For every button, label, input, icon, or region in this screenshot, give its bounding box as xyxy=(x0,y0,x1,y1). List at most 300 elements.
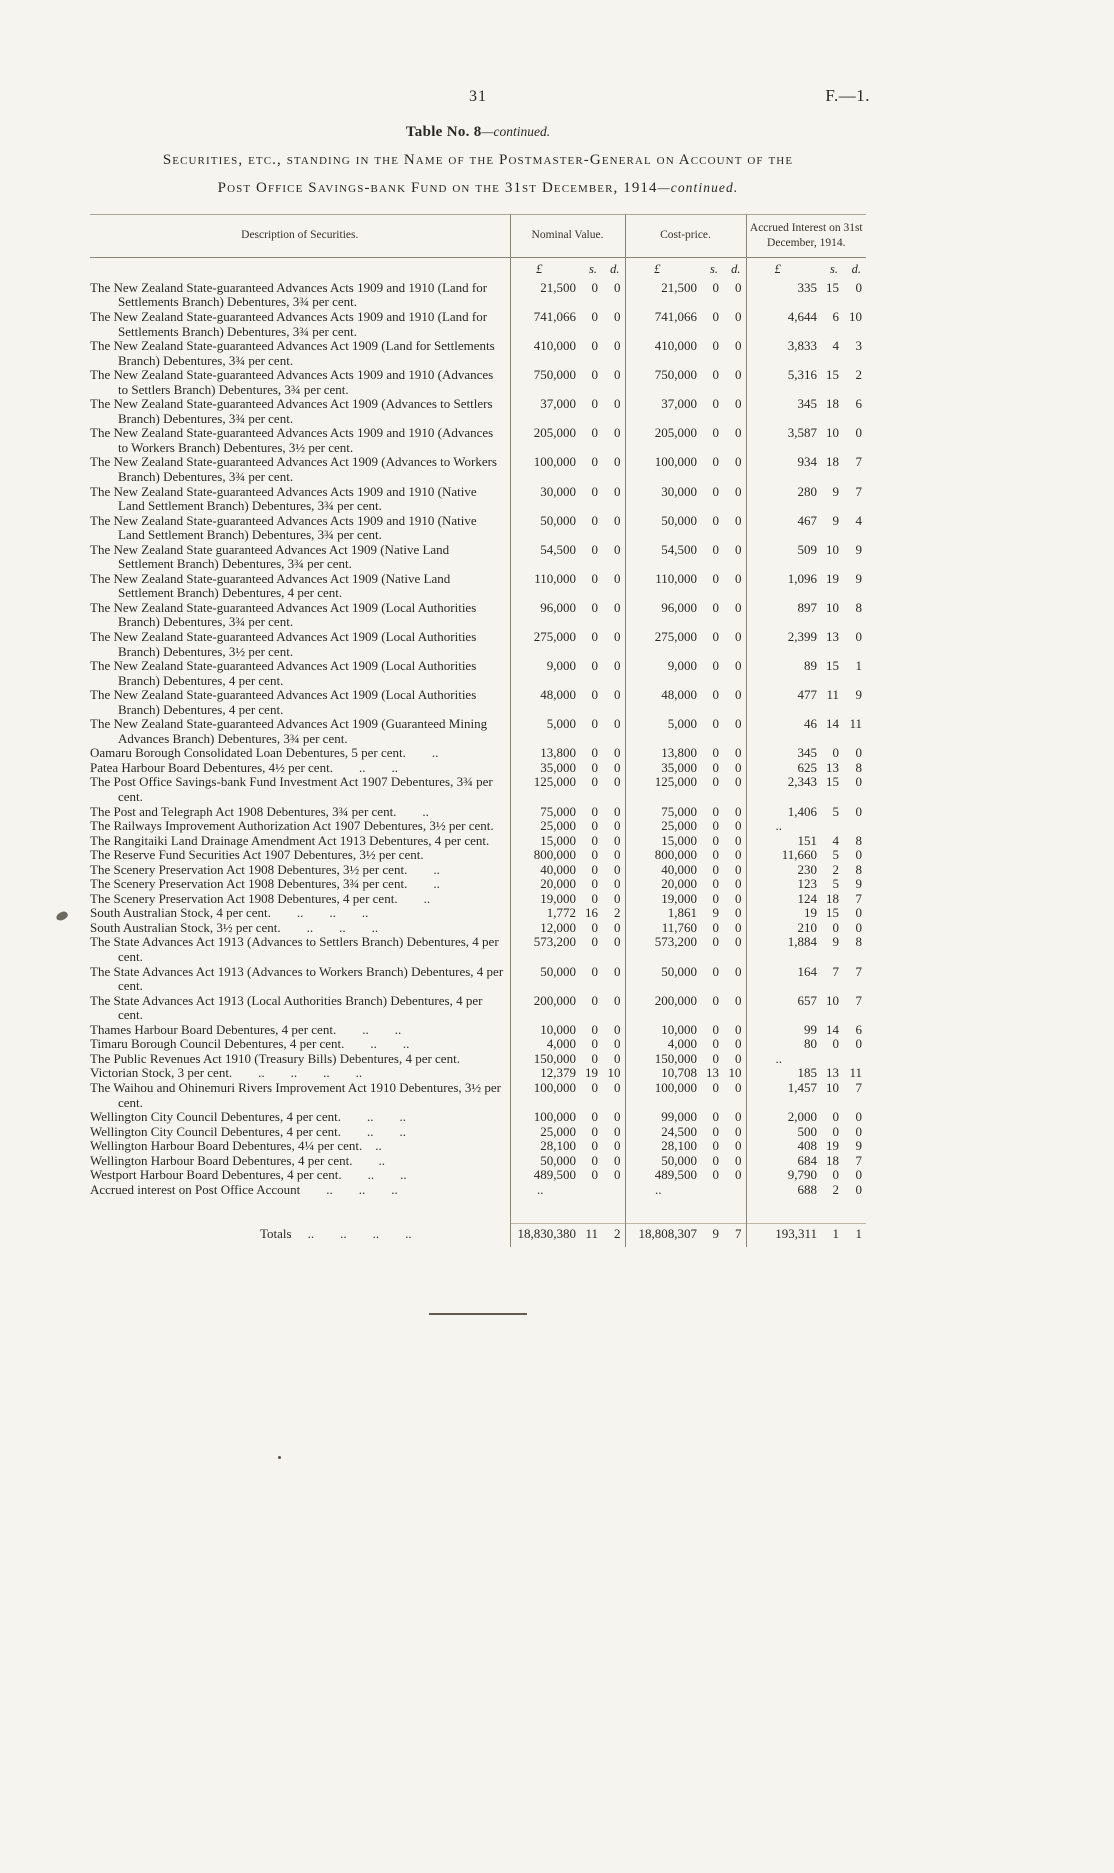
interest-pounds: 280 xyxy=(746,485,821,514)
interest-pounds: 3,587 xyxy=(746,426,821,455)
cost-shillings: 0 xyxy=(712,396,720,412)
table-title xyxy=(90,124,866,141)
interest-shillings: 14 xyxy=(826,1021,840,1037)
interest-shillings: 6 xyxy=(832,308,840,324)
interest-shillings: 18 xyxy=(826,890,840,906)
table-row xyxy=(90,1139,866,1154)
interest-shillings: 2 xyxy=(832,1181,840,1197)
cost-pence: 0 xyxy=(735,992,742,1008)
nominal-shillings: 0 xyxy=(591,1123,598,1139)
spacer-cell xyxy=(510,1197,625,1224)
interest-pence-label: d. xyxy=(851,261,862,276)
nominal-pence: 0 xyxy=(614,876,621,892)
interest-pence: 0 xyxy=(855,847,863,863)
cost-shillings: 0 xyxy=(712,658,720,674)
cost-shillings: 0 xyxy=(712,483,720,499)
cost-pounds: 750,000 xyxy=(625,368,701,397)
cost-pounds: 30,000 xyxy=(625,485,701,514)
nominal-shillings: 0 xyxy=(591,919,598,935)
cost-pence: 0 xyxy=(735,1123,742,1139)
table-row xyxy=(90,455,866,484)
cost-pence: 0 xyxy=(735,425,742,441)
table-row xyxy=(90,659,866,688)
security-description: Accrued interest on Post Office Account .. .. .. xyxy=(90,1181,398,1197)
cost-shillings: 0 xyxy=(712,512,720,528)
cost-shillings: 0 xyxy=(712,861,720,877)
nominal-shillings-label: s. xyxy=(589,261,597,276)
interest-shillings: 2 xyxy=(832,861,840,877)
nominal-pounds: 100,000 xyxy=(510,455,580,484)
cost-shillings: 0 xyxy=(712,774,720,790)
cost-shillings: 0 xyxy=(712,367,720,383)
cost-pounds: 275,000 xyxy=(625,630,701,659)
totals-cost-pence: 7 xyxy=(723,1224,746,1247)
nominal-pounds: 200,000 xyxy=(510,994,580,1023)
cost-pounds: 99,000 xyxy=(625,1110,701,1125)
interest-pounds: 1,457 xyxy=(746,1081,821,1110)
nominal-shillings: 0 xyxy=(591,512,598,528)
interest-pounds: 2,399 xyxy=(746,630,821,659)
interest-pence: 9 xyxy=(855,570,863,586)
cost-pounds: 54,500 xyxy=(625,543,701,572)
cost-pence: 0 xyxy=(735,861,742,877)
cost-pence: 0 xyxy=(735,367,742,383)
nominal-pounds: 100,000 xyxy=(510,1110,580,1125)
cost-shillings: 0 xyxy=(712,759,720,775)
nominal-shillings: 0 xyxy=(591,803,598,819)
cost-shillings: 0 xyxy=(712,1021,720,1037)
doc-heading-line2 xyxy=(90,179,866,199)
nominal-pence: 0 xyxy=(614,832,621,848)
interest-pounds: 3,833 xyxy=(746,339,821,368)
table-row xyxy=(90,834,866,849)
interest-shillings xyxy=(821,1052,843,1067)
interest-shillings: 14 xyxy=(826,716,840,732)
cost-shillings: 0 xyxy=(712,716,720,732)
totals-row xyxy=(90,1224,866,1247)
interest-pounds: 345 xyxy=(746,746,821,761)
security-description: The New Zealand State-guaranteed Advances Acts 1909 and 1910 (Native Land Settlement Branch) Debentures, 3¾ per cent. xyxy=(90,512,477,543)
table-row xyxy=(90,514,866,543)
cost-shillings: 0 xyxy=(712,803,720,819)
col-header-description: Description of Securities. xyxy=(90,215,510,258)
table-row xyxy=(90,863,866,878)
security-description: The Scenery Preservation Act 1908 Debentures, 4 per cent. .. xyxy=(90,890,431,906)
nominal-shillings: 0 xyxy=(591,570,598,586)
interest-shillings: 18 xyxy=(826,454,840,470)
cost-pence: 0 xyxy=(735,1079,742,1095)
nominal-pence: 0 xyxy=(614,687,621,703)
interest-shillings: 0 xyxy=(832,919,840,935)
nominal-pence: 0 xyxy=(614,1167,621,1183)
interest-shillings: 15 xyxy=(826,774,840,790)
interest-pence: 7 xyxy=(855,1152,863,1168)
nominal-pounds: 12,000 xyxy=(510,921,580,936)
cost-pounds: 25,000 xyxy=(625,819,701,834)
cost-shillings: 0 xyxy=(712,1167,720,1183)
nominal-shillings: 0 xyxy=(591,1152,598,1168)
cost-pence: 0 xyxy=(735,963,742,979)
table-row xyxy=(90,1125,866,1140)
nominal-pounds: 110,000 xyxy=(510,572,580,601)
interest-pounds: 185 xyxy=(746,1066,821,1081)
nominal-shillings: 0 xyxy=(591,832,598,848)
nominal-pounds: 125,000 xyxy=(510,775,580,804)
interest-shillings: 15 xyxy=(826,905,840,921)
cost-pence: 0 xyxy=(735,876,742,892)
cost-shillings: 0 xyxy=(712,992,720,1008)
security-description: The New Zealand State-guaranteed Advances Acts 1909 and 1910 (Advances to Workers Branch) Debentures, 3½ per cent. xyxy=(90,425,494,455)
interest-pounds: 335 xyxy=(746,278,821,310)
table-row xyxy=(90,1183,866,1198)
interest-pounds: 46 xyxy=(746,717,821,746)
interest-pounds: 657 xyxy=(746,994,821,1023)
cost-pence: 0 xyxy=(735,1152,742,1168)
interest-shillings: 13 xyxy=(826,1065,840,1081)
table-row xyxy=(90,1037,866,1052)
nominal-pence: 0 xyxy=(614,1050,621,1066)
interest-pence: 11 xyxy=(849,1065,863,1081)
currency-header-spacer xyxy=(90,257,510,278)
nominal-pounds-symbol: £ xyxy=(510,257,580,278)
security-description: The Post Office Savings-bank Fund Investment Act 1907 Debentures, 3¾ per cent. xyxy=(90,774,493,805)
table-row xyxy=(90,746,866,761)
table-row xyxy=(90,1052,866,1067)
cost-shillings: 9 xyxy=(712,905,720,921)
table-title-continued: —continued. xyxy=(481,124,551,139)
nominal-pounds: 35,000 xyxy=(510,761,580,776)
ink-mark xyxy=(55,910,69,921)
nominal-shillings: 0 xyxy=(591,1050,598,1066)
cost-pounds: 13,800 xyxy=(625,746,701,761)
security-description: The Waihou and Ohinemuri Rivers Improvement Act 1910 Debentures, 3½ per cent. xyxy=(90,1079,502,1110)
nominal-shillings: 0 xyxy=(591,338,598,354)
cost-pounds: 10,000 xyxy=(625,1023,701,1038)
security-description: The New Zealand State-guaranteed Advances Act 1909 (Guaranteed Mining Advances Branch) Debentures, 3¾ per cent. xyxy=(90,716,488,746)
interest-pounds: 11,660 xyxy=(746,848,821,863)
interest-pounds: 123 xyxy=(746,877,821,892)
security-description: The Post and Telegraph Act 1908 Debentures, 3¾ per cent. .. xyxy=(90,803,429,819)
cost-pence: 0 xyxy=(735,890,742,906)
totals-interest-pence: 1 xyxy=(843,1224,866,1247)
interest-pounds: 89 xyxy=(746,659,821,688)
cost-pounds: 205,000 xyxy=(625,426,701,455)
interest-shillings: 5 xyxy=(832,847,840,863)
security-description: The State Advances Act 1913 (Local Authorities Branch) Debentures, 4 per cent. xyxy=(90,992,483,1023)
nominal-shillings: 0 xyxy=(591,483,598,499)
cost-pounds: 9,000 xyxy=(625,659,701,688)
interest-pence: 7 xyxy=(855,483,863,499)
cost-pence: 0 xyxy=(735,745,742,761)
interest-pence: 4 xyxy=(855,512,863,528)
interest-pence: 0 xyxy=(855,905,863,921)
interest-shillings: 18 xyxy=(826,1152,840,1168)
cost-pence: 0 xyxy=(735,1036,742,1052)
interest-pence: 8 xyxy=(855,861,863,877)
interest-pence: 0 xyxy=(855,803,863,819)
nominal-pounds: 25,000 xyxy=(510,819,580,834)
cost-pounds: 24,500 xyxy=(625,1125,701,1140)
cost-pence: 0 xyxy=(735,847,742,863)
nominal-shillings: 0 xyxy=(591,687,598,703)
interest-pounds: 688 xyxy=(746,1183,821,1198)
security-description: Oamaru Borough Consolidated Loan Debentures, 5 per cent. .. xyxy=(90,745,439,761)
nominal-pounds: 75,000 xyxy=(510,805,580,820)
nominal-pounds: 37,000 xyxy=(510,397,580,426)
nominal-pounds: 21,500 xyxy=(510,278,580,310)
interest-pence: 1 xyxy=(855,658,863,674)
spacer-cell xyxy=(90,1197,510,1224)
interest-pounds: 408 xyxy=(746,1139,821,1154)
security-description: The Public Revenues Act 1910 (Treasury Bills) Debentures, 4 per cent. xyxy=(90,1050,460,1066)
cost-shillings: 0 xyxy=(712,541,720,557)
security-description: Wellington City Council Debentures, 4 per cent. .. .. xyxy=(90,1123,406,1139)
nominal-pounds: 13,800 xyxy=(510,746,580,761)
end-of-table-rule xyxy=(429,1313,527,1315)
nominal-pence-label: d. xyxy=(610,261,620,276)
interest-shillings: 19 xyxy=(826,570,840,586)
cost-shillings: 13 xyxy=(706,1065,720,1081)
nominal-pence: 0 xyxy=(614,541,621,557)
interest-pence xyxy=(843,819,866,834)
cost-shillings: 0 xyxy=(712,1109,720,1125)
nominal-pounds: 275,000 xyxy=(510,630,580,659)
nominal-pence: 0 xyxy=(614,396,621,412)
cost-shillings: 0 xyxy=(712,919,720,935)
nominal-shillings xyxy=(580,1183,602,1198)
cost-pounds: 40,000 xyxy=(625,863,701,878)
nominal-pounds: 48,000 xyxy=(510,688,580,717)
nominal-pounds: 54,500 xyxy=(510,543,580,572)
cost-pence xyxy=(723,1183,746,1198)
nominal-shillings: 0 xyxy=(591,1036,598,1052)
security-description: Westport Harbour Board Debentures, 4 per cent. .. .. xyxy=(90,1167,407,1183)
table-row xyxy=(90,1154,866,1169)
cost-pence: 0 xyxy=(735,818,742,834)
cost-shillings: 0 xyxy=(712,1036,720,1052)
table-row xyxy=(90,775,866,804)
nominal-pounds: 30,000 xyxy=(510,485,580,514)
interest-pence: 11 xyxy=(849,716,863,732)
interest-shillings: 13 xyxy=(826,759,840,775)
table-row xyxy=(90,1023,866,1038)
security-description: The New Zealand State-guaranteed Advances Act 1909 (Local Authorities Branch) Debentures, 4 per cent. xyxy=(90,687,477,717)
interest-shillings: 10 xyxy=(826,425,840,441)
nominal-pounds: 25,000 xyxy=(510,1125,580,1140)
interest-pounds: 19 xyxy=(746,906,821,921)
security-description: Patea Harbour Board Debentures, 4½ per cent. .. .. xyxy=(90,759,398,775)
cost-pence: 0 xyxy=(735,454,742,470)
cost-shillings: 0 xyxy=(712,890,720,906)
security-description: Wellington Harbour Board Debentures, 4 per cent. .. xyxy=(90,1152,385,1168)
totals-label-cell xyxy=(90,1224,510,1247)
cost-pence: 0 xyxy=(735,338,742,354)
interest-pounds: 345 xyxy=(746,397,821,426)
security-description: The State Advances Act 1913 (Advances to Settlers Branch) Debentures, 4 per cent. xyxy=(90,934,499,965)
interest-pence: 10 xyxy=(849,308,863,324)
interest-pounds: 164 xyxy=(746,965,821,994)
interest-shillings: 15 xyxy=(826,279,840,295)
interest-pence: 0 xyxy=(855,1123,863,1139)
totals-cost-pounds: 18,808,307 xyxy=(625,1224,701,1247)
cost-pounds: 50,000 xyxy=(625,514,701,543)
interest-shillings: 5 xyxy=(832,876,840,892)
cost-shillings xyxy=(701,1183,723,1198)
nominal-pence xyxy=(602,1183,625,1198)
cost-pence: 0 xyxy=(735,716,742,732)
cost-pounds: 96,000 xyxy=(625,601,701,630)
table-row xyxy=(90,426,866,455)
security-description: The Scenery Preservation Act 1908 Debentures, 3½ per cent. .. xyxy=(90,861,440,877)
nominal-pence: 0 xyxy=(614,1152,621,1168)
security-description: The New Zealand State-guaranteed Advances Act 1909 (Native Land Settlement Branch) Debentures, 4 per cent. xyxy=(90,570,451,601)
nominal-pounds: 150,000 xyxy=(510,1052,580,1067)
security-description: The Scenery Preservation Act 1908 Debentures, 3¾ per cent. .. xyxy=(90,876,440,892)
interest-pence: 9 xyxy=(855,1138,863,1154)
nominal-pence: 0 xyxy=(614,1021,621,1037)
table-row xyxy=(90,310,866,339)
nominal-pounds: 10,000 xyxy=(510,1023,580,1038)
totals-interest-shillings: 1 xyxy=(821,1224,843,1247)
nominal-pounds: 750,000 xyxy=(510,368,580,397)
cost-shillings: 0 xyxy=(712,1050,720,1066)
cost-pence: 0 xyxy=(735,934,742,950)
nominal-shillings: 0 xyxy=(591,890,598,906)
nominal-shillings: 0 xyxy=(591,1079,598,1095)
security-description: South Australian Stock, 3½ per cent. .. .. .. xyxy=(90,919,379,935)
nominal-pence: 0 xyxy=(614,629,621,644)
cost-pounds: 19,000 xyxy=(625,892,701,907)
interest-pence: 0 xyxy=(855,1036,863,1052)
interest-pence: 8 xyxy=(855,599,863,615)
table-row xyxy=(90,819,866,834)
nominal-shillings: 16 xyxy=(585,905,598,921)
table-row xyxy=(90,1081,866,1110)
interest-pounds: 625 xyxy=(746,761,821,776)
security-description: Wellington City Council Debentures, 4 per cent. .. .. xyxy=(90,1109,406,1125)
cost-pence: 0 xyxy=(735,541,742,557)
table-row xyxy=(90,877,866,892)
interest-pounds: 684 xyxy=(746,1154,821,1169)
security-description: The New Zealand State-guaranteed Advances Acts 1909 and 1910 (Advances to Settlers Branch) Debentures, 3¾ per cent. xyxy=(90,367,494,397)
doc-ref: F.—1. xyxy=(825,86,870,105)
security-description: The State Advances Act 1913 (Advances to Workers Branch) Debentures, 4 per cent. xyxy=(90,963,504,994)
nominal-pounds: 96,000 xyxy=(510,601,580,630)
totals-label: Totals xyxy=(260,1225,292,1241)
cost-pounds: 10,708 xyxy=(625,1066,701,1081)
interest-shillings: 10 xyxy=(826,599,840,615)
interest-pounds: 230 xyxy=(746,863,821,878)
securities-table xyxy=(90,214,866,1247)
interest-shillings: 9 xyxy=(832,934,840,950)
nominal-shillings: 0 xyxy=(591,279,598,295)
nominal-shillings: 0 xyxy=(591,1021,598,1037)
interest-pounds: 897 xyxy=(746,601,821,630)
cost-pence: 0 xyxy=(735,1050,742,1066)
nominal-shillings: 0 xyxy=(591,1138,598,1154)
nominal-shillings: 0 xyxy=(591,963,598,979)
table-row xyxy=(90,688,866,717)
spacer-cell xyxy=(746,1197,866,1224)
interest-shillings: 10 xyxy=(826,1079,840,1095)
interest-pounds: 210 xyxy=(746,921,821,936)
interest-shillings-label: s. xyxy=(830,261,839,276)
nominal-shillings: 0 xyxy=(591,599,598,615)
totals-interest-pounds: 193,311 xyxy=(746,1224,821,1247)
cost-shillings: 0 xyxy=(712,847,720,863)
nominal-pounds: 205,000 xyxy=(510,426,580,455)
nominal-pence: 0 xyxy=(614,1036,621,1052)
interest-shillings: 18 xyxy=(826,396,840,412)
security-description: South Australian Stock, 4 per cent. .. .. .. xyxy=(90,905,369,921)
nominal-pence: 0 xyxy=(614,425,621,441)
security-description: Thames Harbour Board Debentures, 4 per cent. .. .. xyxy=(90,1021,402,1037)
table-row xyxy=(90,935,866,964)
cost-pounds: 410,000 xyxy=(625,339,701,368)
page-number: 31 xyxy=(469,88,487,105)
currency-header-row xyxy=(90,257,866,278)
nominal-pence: 0 xyxy=(614,512,621,528)
cost-pounds: 125,000 xyxy=(625,775,701,804)
interest-pounds: 2,343 xyxy=(746,775,821,804)
table-row xyxy=(90,717,866,746)
col-header-nominal: Nominal Value. xyxy=(510,215,625,258)
interest-pence: 6 xyxy=(855,396,863,412)
interest-pence: 7 xyxy=(855,454,863,470)
page-content xyxy=(90,86,870,1315)
cost-pence: 0 xyxy=(735,308,742,324)
nominal-pence: 0 xyxy=(614,963,621,979)
cost-shillings: 0 xyxy=(712,454,720,470)
interest-pence: 0 xyxy=(855,774,863,790)
interest-pence: 0 xyxy=(855,1167,863,1183)
cost-pounds: 28,100 xyxy=(625,1139,701,1154)
nominal-pounds: 9,000 xyxy=(510,659,580,688)
security-description: The New Zealand State-guaranteed Advances Acts 1909 and 1910 (Land for Settlements Branch) Debentures, 3¾ per cent. xyxy=(90,308,488,339)
nominal-shillings: 0 xyxy=(591,934,598,950)
nominal-pence: 10 xyxy=(607,1065,621,1081)
table-row xyxy=(90,921,866,936)
nominal-pence: 0 xyxy=(614,890,621,906)
nominal-pence: 0 xyxy=(614,716,621,732)
cost-pounds: 110,000 xyxy=(625,572,701,601)
interest-shillings: 0 xyxy=(832,1123,840,1139)
cost-shillings: 0 xyxy=(712,338,720,354)
cost-pounds: 4,000 xyxy=(625,1037,701,1052)
table-row xyxy=(90,543,866,572)
table-title-main: Table No. 8 xyxy=(405,124,482,140)
nominal-shillings: 0 xyxy=(591,774,598,790)
nominal-pounds: 573,200 xyxy=(510,935,580,964)
interest-pounds-symbol: £ xyxy=(746,257,821,278)
table-row xyxy=(90,572,866,601)
cost-pence: 0 xyxy=(735,599,742,615)
interest-shillings: 5 xyxy=(832,803,840,819)
nominal-pence: 0 xyxy=(614,658,621,674)
interest-pounds: 934 xyxy=(746,455,821,484)
nominal-shillings: 0 xyxy=(591,759,598,775)
cost-shillings: 0 xyxy=(712,818,720,834)
cost-pounds: 1,861 xyxy=(625,906,701,921)
interest-pence: 7 xyxy=(855,890,863,906)
nominal-pence: 0 xyxy=(614,745,621,761)
nominal-pounds: 1,772 xyxy=(510,906,580,921)
nominal-pounds: 800,000 xyxy=(510,848,580,863)
nominal-shillings: 0 xyxy=(591,745,598,761)
cost-pence: 0 xyxy=(735,774,742,790)
nominal-pounds: .. xyxy=(510,1183,580,1198)
interest-pence: 7 xyxy=(855,992,863,1008)
